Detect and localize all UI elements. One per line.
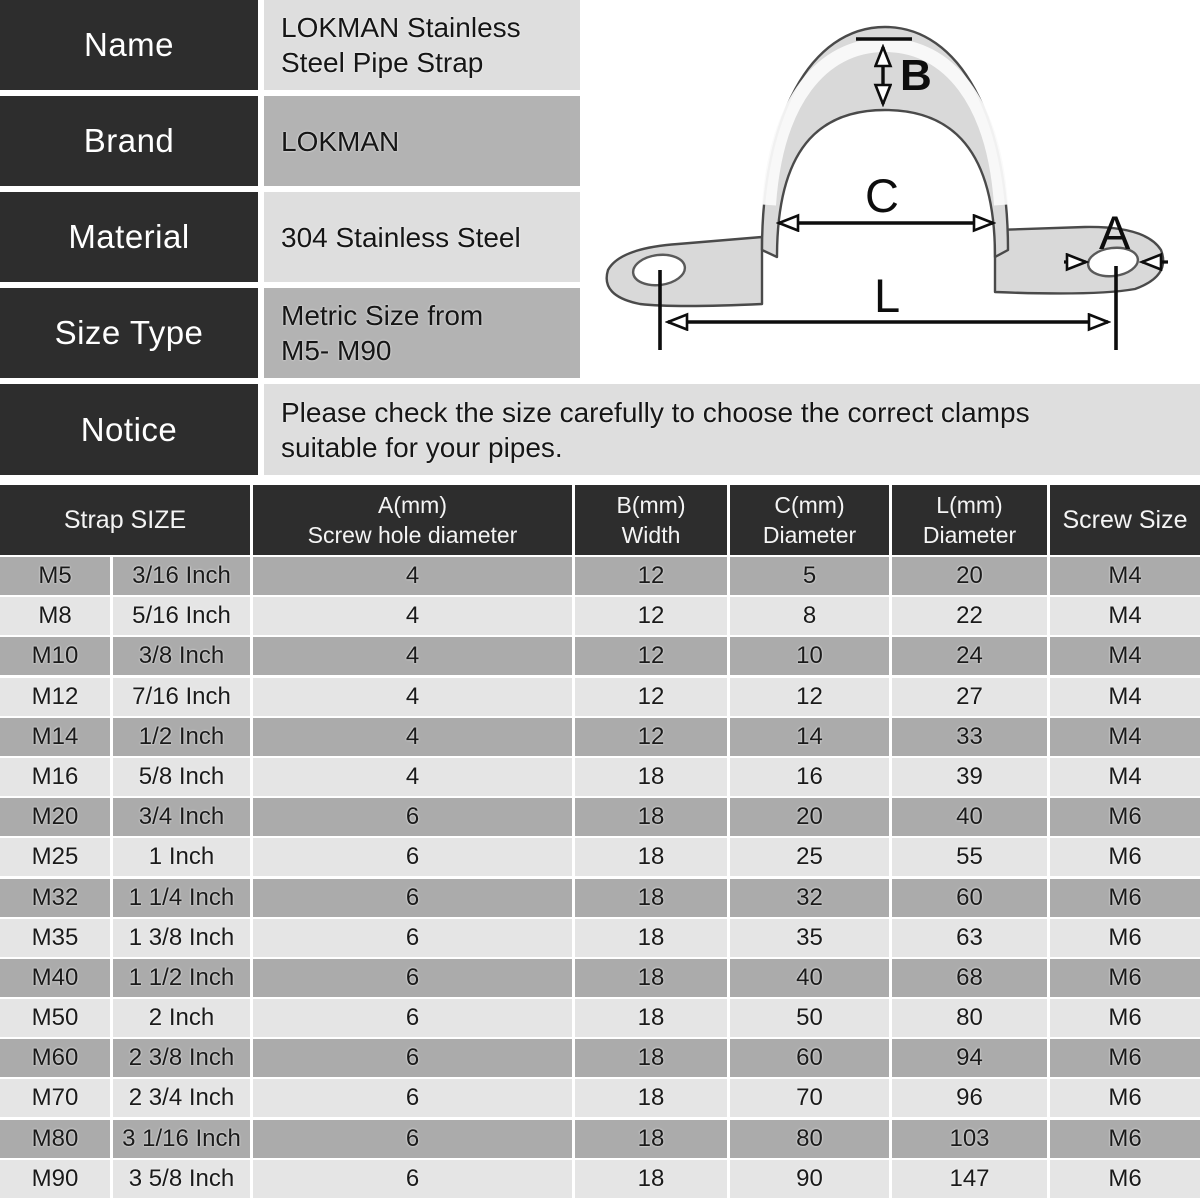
- dimension-label-b: B: [900, 51, 932, 100]
- info-value-line: LOKMAN: [281, 125, 400, 157]
- table-row: [0, 557, 1200, 595]
- table-cell: M4: [1050, 597, 1200, 635]
- column-header: [730, 485, 889, 555]
- table-cell: 25: [730, 838, 889, 876]
- info-label: Notice: [0, 384, 258, 475]
- table-cell: 33: [892, 718, 1047, 756]
- table-cell: 6: [253, 919, 572, 957]
- table-row: [0, 1039, 1200, 1077]
- table-cell: 6: [253, 838, 572, 876]
- table-cell: M4: [1050, 758, 1200, 796]
- table-cell: 12: [575, 637, 727, 675]
- info-label: Brand: [0, 96, 258, 186]
- table-cell: 18: [575, 999, 727, 1037]
- column-header: [253, 485, 572, 555]
- table-cell: 55: [892, 838, 1047, 876]
- table-cell: 96: [892, 1079, 1047, 1117]
- table-cell: 1 3/8 Inch: [113, 919, 250, 957]
- table-cell: 70: [730, 1079, 889, 1117]
- table-cell: 3/16 Inch: [113, 557, 250, 595]
- table-cell: M4: [1050, 637, 1200, 675]
- table-row: [0, 838, 1200, 876]
- table-cell: M25: [0, 838, 110, 876]
- table-cell: M6: [1050, 1039, 1200, 1077]
- table-row: [0, 678, 1200, 716]
- table-cell: 4: [253, 637, 572, 675]
- info-value-line: Metric Size from: [281, 300, 484, 331]
- spec-table-body: [0, 557, 1200, 1198]
- column-header: [575, 485, 727, 555]
- info-label: Name: [0, 0, 258, 90]
- table-cell: 27: [892, 678, 1047, 716]
- table-cell: 18: [575, 838, 727, 876]
- table-row: [0, 798, 1200, 836]
- info-value: [264, 192, 580, 282]
- column-header-line: Screw hole diameter: [307, 522, 518, 548]
- column-header-line: L(mm): [936, 492, 1003, 518]
- table-cell: 20: [892, 557, 1047, 595]
- table-cell: M16: [0, 758, 110, 796]
- table-cell: 8: [730, 597, 889, 635]
- table-cell: M8: [0, 597, 110, 635]
- table-cell: 50: [730, 999, 889, 1037]
- table-cell: M6: [1050, 1079, 1200, 1117]
- dimension-label-l: L: [874, 269, 901, 322]
- table-cell: 3 1/16 Inch: [113, 1120, 250, 1158]
- table-cell: 1 1/2 Inch: [113, 959, 250, 997]
- table-cell: 12: [575, 678, 727, 716]
- table-cell: 39: [892, 758, 1047, 796]
- table-cell: M6: [1050, 798, 1200, 836]
- table-row: [0, 1160, 1200, 1198]
- table-cell: M6: [1050, 959, 1200, 997]
- table-cell: 1 Inch: [113, 838, 250, 876]
- table-cell: 5/16 Inch: [113, 597, 250, 635]
- table-cell: 18: [575, 919, 727, 957]
- table-cell: 80: [730, 1120, 889, 1158]
- table-row: [0, 959, 1200, 997]
- column-header-line: Screw Size: [1062, 506, 1188, 534]
- table-cell: 2 Inch: [113, 999, 250, 1037]
- dimension-label-c: C: [865, 169, 899, 222]
- table-cell: 18: [575, 1120, 727, 1158]
- pipe-strap-diagram: [580, 0, 1200, 460]
- column-header: [892, 485, 1047, 555]
- table-cell: 5/8 Inch: [113, 758, 250, 796]
- table-cell: 6: [253, 798, 572, 836]
- table-cell: 60: [730, 1039, 889, 1077]
- table-cell: 12: [730, 678, 889, 716]
- column-header-line: C(mm): [774, 492, 845, 518]
- pipe-strap-drawing: [580, 0, 1200, 460]
- table-cell: M50: [0, 999, 110, 1037]
- info-value-line: 304 Stainless Steel: [281, 221, 521, 253]
- table-cell: M12: [0, 678, 110, 716]
- table-cell: M4: [1050, 718, 1200, 756]
- table-cell: 18: [575, 879, 727, 917]
- info-value: [264, 288, 580, 378]
- spec-table: [0, 485, 1200, 1200]
- table-cell: 12: [575, 557, 727, 595]
- table-cell: 20: [730, 798, 889, 836]
- table-cell: M6: [1050, 999, 1200, 1037]
- table-row: [0, 1120, 1200, 1158]
- table-cell: M10: [0, 637, 110, 675]
- table-cell: M4: [1050, 557, 1200, 595]
- table-cell: 5: [730, 557, 889, 595]
- table-cell: M40: [0, 959, 110, 997]
- table-cell: 10: [730, 637, 889, 675]
- table-cell: 2 3/8 Inch: [113, 1039, 250, 1077]
- table-cell: 4: [253, 557, 572, 595]
- table-cell: M35: [0, 919, 110, 957]
- table-cell: 1/2 Inch: [113, 718, 250, 756]
- table-cell: M80: [0, 1120, 110, 1158]
- table-cell: 60: [892, 879, 1047, 917]
- table-cell: 24: [892, 637, 1047, 675]
- table-cell: 80: [892, 999, 1047, 1037]
- table-cell: 16: [730, 758, 889, 796]
- table-cell: 6: [253, 1160, 572, 1198]
- table-cell: M20: [0, 798, 110, 836]
- table-cell: 18: [575, 1079, 727, 1117]
- info-value-line: M5- M90: [281, 335, 392, 366]
- column-header-line: A(mm): [378, 492, 447, 518]
- table-cell: M70: [0, 1079, 110, 1117]
- info-value-line: LOKMAN Stainless: [281, 12, 521, 43]
- table-cell: 32: [730, 879, 889, 917]
- strap-body: [607, 27, 1164, 306]
- table-cell: 4: [253, 718, 572, 756]
- table-cell: 63: [892, 919, 1047, 957]
- table-cell: 6: [253, 1039, 572, 1077]
- table-cell: M5: [0, 557, 110, 595]
- column-header: [0, 485, 250, 555]
- table-cell: 4: [253, 678, 572, 716]
- info-label: Size Type: [0, 288, 258, 378]
- table-row: [0, 919, 1200, 957]
- dimension-label-a: A: [1099, 206, 1131, 259]
- table-row: [0, 718, 1200, 756]
- table-cell: 18: [575, 798, 727, 836]
- table-cell: 3/4 Inch: [113, 798, 250, 836]
- column-header-line: Strap SIZE: [63, 506, 187, 534]
- column-header-line: B(mm): [616, 492, 686, 518]
- table-cell: 22: [892, 597, 1047, 635]
- table-cell: 103: [892, 1120, 1047, 1158]
- table-cell: 147: [892, 1160, 1047, 1198]
- table-cell: 12: [575, 597, 727, 635]
- table-cell: M4: [1050, 678, 1200, 716]
- info-value: [264, 96, 580, 186]
- table-row: [0, 879, 1200, 917]
- table-cell: M32: [0, 879, 110, 917]
- table-cell: 35: [730, 919, 889, 957]
- table-cell: M6: [1050, 919, 1200, 957]
- table-cell: 6: [253, 959, 572, 997]
- table-cell: 40: [892, 798, 1047, 836]
- table-cell: 68: [892, 959, 1047, 997]
- table-row: [0, 758, 1200, 796]
- table-cell: 6: [253, 879, 572, 917]
- table-cell: 4: [253, 758, 572, 796]
- table-cell: 12: [575, 718, 727, 756]
- table-cell: 14: [730, 718, 889, 756]
- info-value-line: Please check the size carefully to choose the correct clamps: [281, 396, 1030, 428]
- table-cell: 18: [575, 758, 727, 796]
- table-cell: 90: [730, 1160, 889, 1198]
- table-row: [0, 637, 1200, 675]
- table-cell: M14: [0, 718, 110, 756]
- info-value-line: Steel Pipe Strap: [281, 47, 484, 78]
- table-cell: 18: [575, 959, 727, 997]
- table-cell: 6: [253, 1079, 572, 1117]
- table-cell: M6: [1050, 879, 1200, 917]
- table-row: [0, 1079, 1200, 1117]
- table-cell: M6: [1050, 1160, 1200, 1198]
- table-cell: M60: [0, 1039, 110, 1077]
- table-cell: 40: [730, 959, 889, 997]
- column-header: [1050, 485, 1200, 555]
- column-header-line: Width: [621, 522, 681, 548]
- table-cell: 7/16 Inch: [113, 678, 250, 716]
- spec-table-header: [0, 485, 1200, 555]
- table-row: [0, 999, 1200, 1037]
- info-label: Material: [0, 192, 258, 282]
- info-value: [264, 0, 580, 90]
- table-row: [0, 597, 1200, 635]
- column-header-line: Diameter: [922, 522, 1017, 548]
- table-cell: M6: [1050, 1120, 1200, 1158]
- table-cell: M90: [0, 1160, 110, 1198]
- table-cell: 4: [253, 597, 572, 635]
- table-cell: M6: [1050, 838, 1200, 876]
- table-cell: 18: [575, 1039, 727, 1077]
- table-cell: 94: [892, 1039, 1047, 1077]
- table-cell: 6: [253, 1120, 572, 1158]
- table-cell: 1 1/4 Inch: [113, 879, 250, 917]
- table-cell: 3 5/8 Inch: [113, 1160, 250, 1198]
- info-value-line: suitable for your pipes.: [281, 431, 563, 463]
- column-header-line: Diameter: [762, 522, 857, 548]
- table-cell: 18: [575, 1160, 727, 1198]
- table-cell: 6: [253, 999, 572, 1037]
- table-cell: 2 3/4 Inch: [113, 1079, 250, 1117]
- table-cell: 3/8 Inch: [113, 637, 250, 675]
